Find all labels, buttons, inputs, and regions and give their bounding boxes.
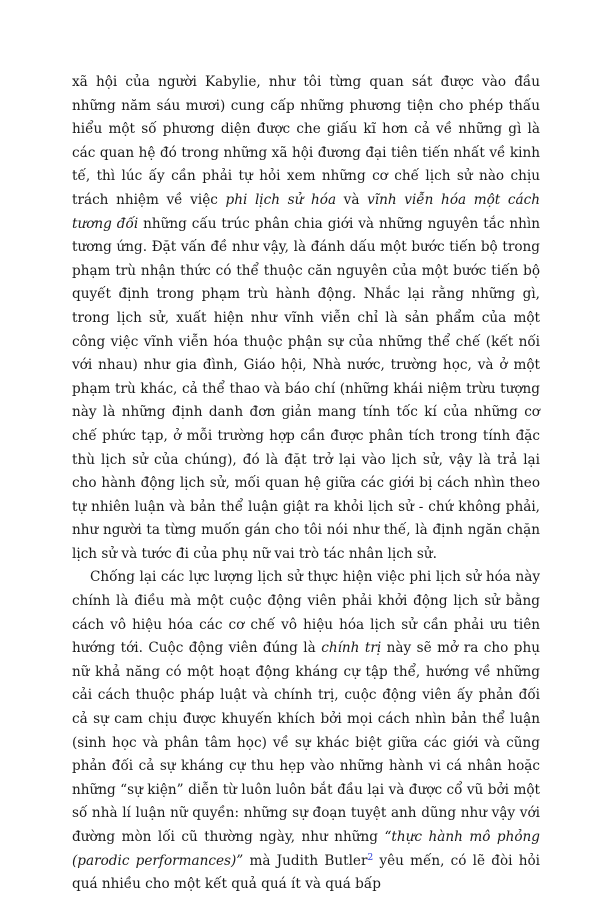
text-run: và [336, 191, 368, 208]
italic-term: “thực hành mô phỏng (parodic performances)” [72, 829, 540, 869]
document-page [72, 71, 540, 897]
footnote-reference-link[interactable]: 2 [367, 852, 374, 863]
italic-term: chính trị [321, 640, 382, 657]
text-run: này sẽ mở ra cho phụ nữ khả năng có một hoạt động kháng cự tập thể, hướng về những cải cách thuộc pháp luật và chính trị, cuộc động viên ấy phản đối cả sự cam chịu được khuyến khích bởi mọi cách nhìn bản thể luận (sinh học và phân tâm học) về sự khác biệt giữa các giới và cũng phản đối cả sự kháng cự thu hẹp vào những hành vi cá nhân hoặc những “sự kiện” diễn từ luôn luôn bắt đầu lại và được cổ vũ bởi một số nhà lí luận nữ quyền: những sự đoạn tuyệt anh dũng như vậy với đường mòn lối cũ thường ngày, như những [72, 640, 540, 845]
italic-term: vĩnh viễn hóa một cách tương đối [72, 191, 540, 232]
text-run: những cấu trúc phân chia giới và những nguyên tắc nhìn tương ứng. Đặt vấn đề như vậy, là đánh dấu một bước tiến bộ trong phạm trù nhận thức có thể thuộc căn nguyên của một bước tiến bộ quyết định trong phạm trù hành động. Nhắc lại rằng những gì, trong lịch sử, xuất hiện như vĩnh viễn chỉ là sản phẩm của một công việc vĩnh viễn hóa thuộc phận sự của những thể chế (kết nối với nhau) như gia đình, Giáo hội, Nhà nước, trường học, và ở một phạm trù khác, cả thể thao và báo chí (những khái niệm trừu tượng này là những định danh đơn giản mang tính tốc kí của những cơ chế phức tạp, ở mỗi trường hợp cần được phân tích trong tính đặc thù lịch sử của chúng), đó là đặt trở lại vào lịch sử, vậy là trả lại cho hành động lịch sử, mối quan hệ giữa các giới bị cách nhìn theo tự nhiên luận và bản thể luận giật ra khỏi lịch sử - chứ không phải, như người ta từng muốn gán cho tôi nói như thế, là định ngăn chặn lịch sử và tước đi của phụ nữ vai trò tác nhân lịch sử. [72, 215, 540, 562]
text-run: Chống lại các lực lượng lịch sử thực hiện việc phi lịch sử hóa này chính là điều mà một cuộc động viên phải khởi động lịch sử bằng cách vô hiệu hóa các cơ chế vô hiệu hóa lịch sử cần phải ưu tiên hướng tới. Cuộc động viên đúng là [72, 569, 540, 657]
text-run: mà Judith Butler [243, 852, 368, 869]
text-run: yêu mến, có lẽ đòi hỏi quá nhiều cho một kết quả quá ít và quá bấp [72, 852, 540, 893]
paragraph-1 [72, 71, 540, 566]
italic-term: phi lịch sử hóa [225, 191, 337, 208]
text-run: xã hội của người Kabylie, như tôi từng quan sát được vào đầu những năm sáu mươi) cung cấp những phương tiện cho phép thấu hiểu một số phương diện được che giấu kĩ hơn cả về những gì là các quan hệ đó trong những xã hội đương đại tiên tiến nhất về kinh tế, thì lúc ấy cần phải tự hỏi xem những cơ chế lịch sử nào chịu trách nhiệm về việc [72, 74, 540, 208]
paragraph-2 [72, 566, 540, 896]
